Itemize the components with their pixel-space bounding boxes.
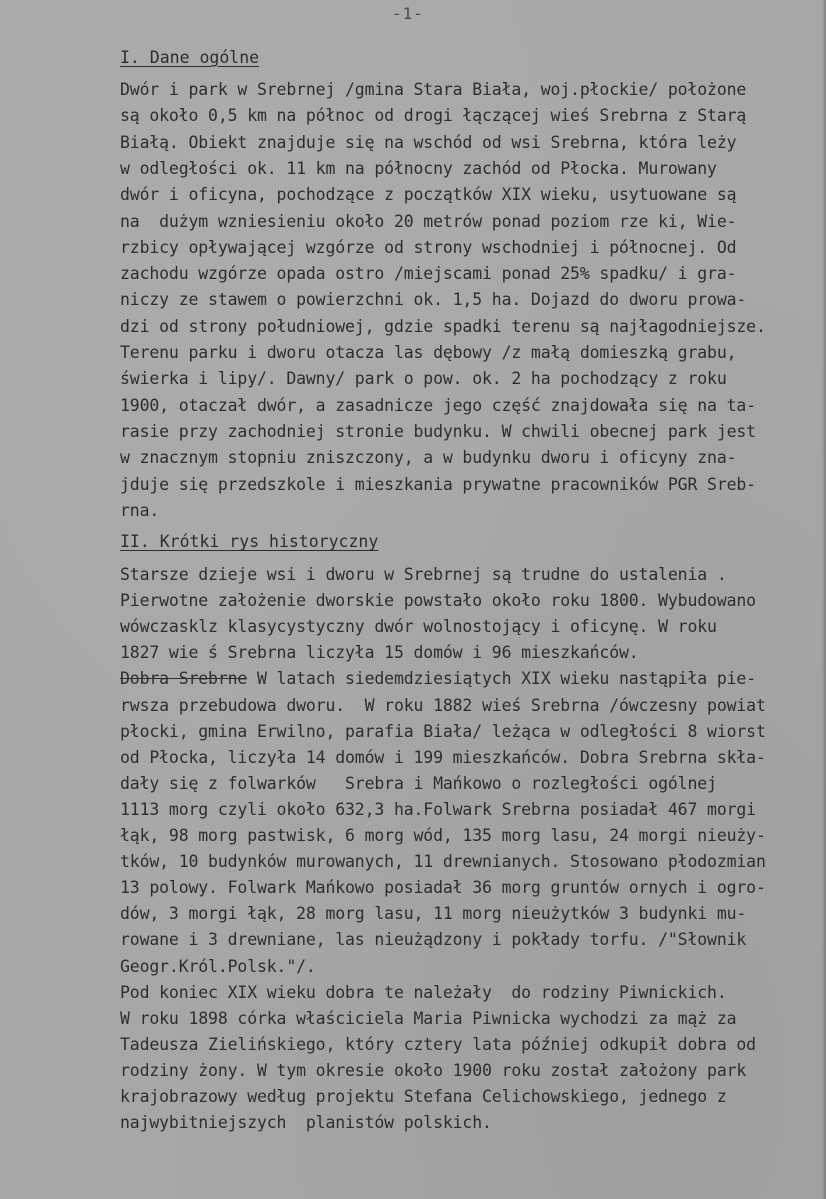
text-line: Geogr.Król.Polsk."/.: [120, 956, 316, 976]
text-line: rna.: [120, 500, 160, 520]
page-number: -1-: [392, 4, 424, 23]
text-line: w znacznym stopniu zniszczony, a w budynku dworu i oficyny zna-: [120, 448, 737, 468]
text-line: rasie przy zachodniej stronie budynku. W chwili obecnej park jest: [120, 421, 756, 441]
text-line: od Płocka, liczyła 14 domów i 199 mieszkańców. Dobra Srebrna skła-: [120, 747, 766, 767]
page-edge-shadow: [822, 0, 826, 1199]
section-heading-general: I. Dane ogólne: [120, 48, 260, 67]
text-line: niczy ze stawem o powierzchni ok. 1,5 ha. Dojazd do dworu prowa-: [120, 290, 747, 310]
text-line: w odległości ok. 11 km na północny zachód od Płocka. Murowany: [120, 158, 717, 178]
text-line: na dużym wzniesieniu około 20 metrów ponad poziom rze ki, Wie-: [120, 211, 737, 231]
text-line: W roku 1898 córka właściciela Maria Piwnicka wychodzi za mąż za: [120, 1008, 737, 1028]
text-line: dzi od strony południowej, gdzie spadki terenu są najłagodniejsze.: [120, 316, 766, 336]
text-line: tków, 10 budynków murowanych, 11 drewnianych. Stosowano płodozmian: [120, 852, 766, 872]
text-line: Dwór i park w Srebrnej /gmina Stara Biała, woj.płockie/ położone: [120, 80, 747, 99]
text-line: płocki, gmina Erwilno, parafia Biała/ leżąca w odległości 8 wiorst: [120, 721, 766, 741]
text-line: świerka i lipy/. Dawny/ park o pow. ok. 2 ha pochodzący z roku: [120, 369, 727, 389]
struck-text: Dobra Srebrne: [120, 669, 248, 689]
text-line: rwsza przebudowa dworu. W roku 1882 wieś Srebrna /ówczesny powiat: [120, 695, 766, 715]
text-line: łąk, 98 morg pastwisk, 6 morg wód, 135 morg lasu, 24 morgi nieuży-: [120, 826, 766, 845]
text-line: dów, 3 morgi łąk, 28 morg lasu, 11 morg nieużytków 3 budynki mu-: [120, 904, 747, 924]
text-line: Tadeusza Zielińskiego, który cztery lata później odkupił dobra od: [120, 1034, 756, 1054]
text-line: rowane i 3 drewniane, las nieużądzony i pokłady torfu. /"Słownik: [120, 930, 747, 950]
text-line: Starsze dzieje wsi i dworu w Srebrnej są trudne do ustalenia .: [120, 565, 727, 584]
text-line: Pod koniec XIX wieku dobra te należały do rodziny Piwnickich.: [120, 982, 727, 1002]
text-line: rodziny żony. W tym okresie około 1900 roku został założony park: [120, 1060, 747, 1080]
text-line: 1827 wie ś Srebrna liczyła 15 domów i 96 mieszkańców.: [120, 643, 639, 663]
text-line: wówczasklz klasycystyczny dwór wolnostojący i oficynę. W roku: [120, 617, 717, 637]
text-line: Białą. Obiekt znajduje się na wschód od wsi Srebrna, która leży: [120, 132, 737, 152]
text-line: Terenu parku i dworu otacza las dębowy /z małą domieszką grabu,: [120, 343, 737, 362]
text-line: 13 polowy. Folwark Mańkowo posiadał 36 morg gruntów ornych i ogro-: [120, 878, 766, 898]
text-line: 1113 morg czyli około 632,3 ha.Folwark Srebrna posiadał 467 morgi: [120, 799, 756, 819]
text-line: krajobrazowy według projektu Stefana Celichowskiego, jednego z: [120, 1087, 727, 1106]
text-line: najwybitniejszych planistów polskich.: [120, 1113, 492, 1133]
text-line: są około 0,5 km na północ od drogi łączącej wieś Srebrna z Starą: [120, 106, 747, 126]
section-heading-history: II. Krótki rys historyczny: [120, 532, 379, 551]
text-line: dwór i oficyna, pochodzące z początków XIX wieku, usytuowane są: [120, 185, 737, 205]
text-line: zachodu wzgórze opada ostro /miejscami ponad 25% spadku/ i gra-: [120, 264, 737, 284]
text-line: rzbicy opływającej wzgórze od strony wschodniej i północnej. Od: [120, 237, 737, 257]
text-line: 1900, otaczał dwór, a zasadnicze jego część znajdowała się na ta-: [120, 395, 756, 415]
text-line: jduje się przedszkole i mieszkania prywatne pracowników PGR Sreb-: [120, 474, 756, 494]
text-line: Pierwotne założenie dworskie powstało około roku 1800. Wybudowano: [120, 591, 756, 611]
text-line: Dobra Srebrne W latach siedemdziesiątych XIX wieku nastąpiła pie-: [120, 669, 756, 689]
text-line: dały się z folwarków Srebra i Mańkowo o rozległości ogólnej: [120, 773, 717, 793]
